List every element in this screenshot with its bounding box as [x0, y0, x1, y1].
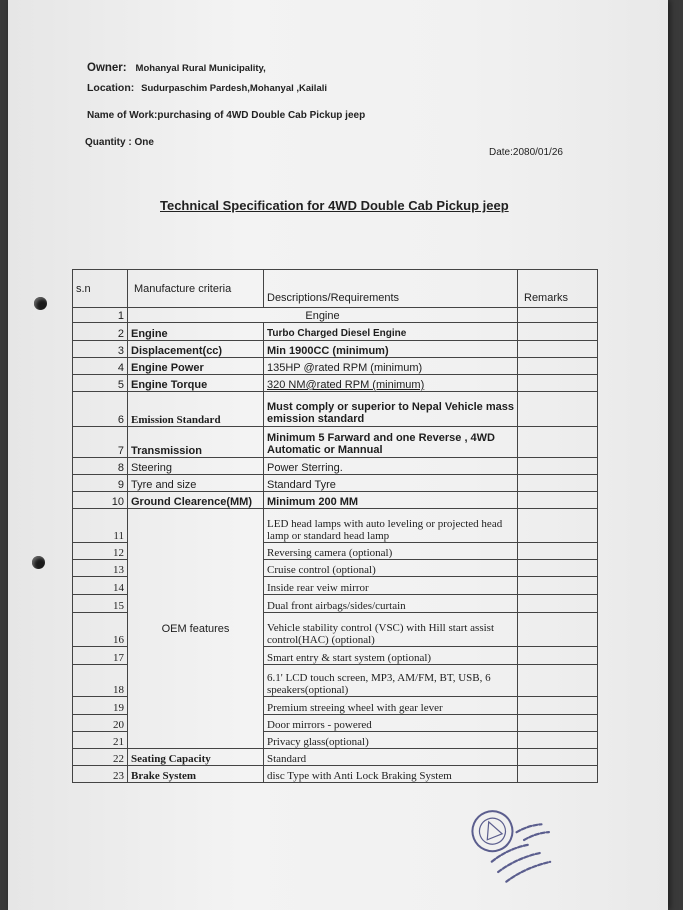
sn-cell: 21 [73, 732, 128, 749]
date-value: 2080/01/26 [512, 147, 563, 158]
owner-line [87, 62, 266, 74]
description-cell: 6.1' LCD touch screen, MP3, AM/FM, BT, USB, 6 speakers(optional) [264, 665, 518, 697]
sn-cell: 22 [73, 749, 128, 766]
oem-features-cell: OEM features [128, 509, 264, 749]
remarks-cell [518, 392, 598, 427]
punch-hole [34, 297, 47, 310]
sn-cell: 19 [73, 697, 128, 715]
remarks-cell [518, 613, 598, 647]
table-row [73, 392, 598, 427]
remarks-cell [518, 697, 598, 715]
criteria-cell: Tyre and size [128, 475, 264, 492]
remarks-cell [518, 341, 598, 358]
remarks-cell [518, 577, 598, 595]
municipality-stamp [470, 790, 580, 900]
table-header-row [73, 270, 598, 308]
sn-cell: 3 [73, 341, 128, 358]
table-row [73, 509, 598, 543]
sn-cell: 18 [73, 665, 128, 697]
table-row [73, 427, 598, 458]
remarks-cell [518, 358, 598, 375]
description-cell: Turbo Charged Diesel Engine [264, 323, 518, 341]
header-description: Descriptions/Requirements [264, 270, 518, 308]
description-cell: Reversing camera (optional) [264, 543, 518, 560]
quantity-label: Quantity : [85, 137, 132, 148]
table-row [73, 375, 598, 392]
engine-section-cell: Engine [128, 308, 518, 323]
table-row [73, 475, 598, 492]
work-label: Name of Work: [87, 110, 158, 121]
criteria-cell: Brake System [128, 766, 264, 783]
table-row [73, 458, 598, 475]
quantity-line [85, 137, 154, 148]
sn-cell: 13 [73, 560, 128, 577]
criteria-cell: Engine [128, 323, 264, 341]
remarks-cell [518, 560, 598, 577]
description-cell: disc Type with Anti Lock Braking System [264, 766, 518, 783]
description-cell: Smart entry & start system (optional) [264, 647, 518, 665]
remarks-cell [518, 766, 598, 783]
criteria-cell: Steering [128, 458, 264, 475]
remarks-cell [518, 427, 598, 458]
header-criteria: Manufacture criteria [128, 270, 264, 308]
description-cell: Standard [264, 749, 518, 766]
remarks-cell [518, 323, 598, 341]
header-remarks: Remarks [518, 270, 598, 308]
description-cell: Inside rear veiw mirror [264, 577, 518, 595]
table-row [73, 749, 598, 766]
criteria-cell: Displacement(cc) [128, 341, 264, 358]
description-cell: 320 NM@rated RPM (minimum) [264, 375, 518, 392]
sn-cell: 16 [73, 613, 128, 647]
work-value: purchasing of 4WD Double Cab Pickup jeep [157, 110, 366, 121]
sn-cell: 11 [73, 509, 128, 543]
remarks-cell [518, 543, 598, 560]
table-row [73, 323, 598, 341]
remarks-cell [518, 647, 598, 665]
description-cell: Vehicle stability control (VSC) with Hill start assist control(HAC) (optional) [264, 613, 518, 647]
punch-hole [32, 556, 45, 569]
remarks-cell [518, 732, 598, 749]
sn-cell: 1 [73, 308, 128, 323]
table-row [73, 766, 598, 783]
sn-cell: 4 [73, 358, 128, 375]
table-row [73, 341, 598, 358]
description-cell: Min 1900CC (minimum) [264, 341, 518, 358]
specification-table [72, 269, 598, 783]
description-cell: Minimum 200 MM [264, 492, 518, 509]
remarks-cell [518, 595, 598, 613]
remarks-cell [518, 665, 598, 697]
description-cell: Standard Tyre [264, 475, 518, 492]
date-label: Date: [489, 147, 513, 158]
criteria-cell: Engine Torque [128, 375, 264, 392]
remarks-cell [518, 715, 598, 732]
quantity-value: One [134, 137, 154, 148]
sn-cell: 14 [73, 577, 128, 595]
date-line [489, 147, 563, 158]
description-cell: Power Sterring. [264, 458, 518, 475]
table-row [73, 492, 598, 509]
remarks-cell [518, 308, 598, 323]
sn-cell: 15 [73, 595, 128, 613]
sn-cell: 20 [73, 715, 128, 732]
table-row [73, 358, 598, 375]
sn-cell: 9 [73, 475, 128, 492]
description-cell: Premium streeing wheel with gear lever [264, 697, 518, 715]
criteria-cell: Engine Power [128, 358, 264, 375]
owner-label: Owner: [87, 62, 127, 74]
sn-cell: 5 [73, 375, 128, 392]
remarks-cell [518, 375, 598, 392]
location-line [87, 82, 327, 94]
header-sn: s.n [73, 270, 128, 308]
description-cell: Minimum 5 Farward and one Reverse , 4WD Automatic or Mannual [264, 427, 518, 458]
sn-cell: 6 [73, 392, 128, 427]
work-line [87, 110, 365, 121]
criteria-cell: Emission Standard [128, 392, 264, 427]
criteria-cell: Transmission [128, 427, 264, 458]
sn-cell: 12 [73, 543, 128, 560]
remarks-cell [518, 749, 598, 766]
description-cell: LED head lamps with auto leveling or projected head lamp or standard head lamp [264, 509, 518, 543]
owner-value: Mohanyal Rural Municipality, [135, 63, 266, 74]
sn-cell: 10 [73, 492, 128, 509]
criteria-cell: Ground Clearence(MM) [128, 492, 264, 509]
table-row [73, 308, 598, 323]
remarks-cell [518, 475, 598, 492]
sn-cell: 23 [73, 766, 128, 783]
remarks-cell [518, 509, 598, 543]
remarks-cell [518, 492, 598, 509]
description-cell: 135HP @rated RPM (minimum) [264, 358, 518, 375]
location-value: Sudurpaschim Pardesh,Mohanyal ,Kailali [141, 83, 328, 94]
location-label: Location: [87, 82, 135, 94]
description-cell: Cruise control (optional) [264, 560, 518, 577]
sn-cell: 8 [73, 458, 128, 475]
sn-cell: 17 [73, 647, 128, 665]
sn-cell: 7 [73, 427, 128, 458]
document-title: Technical Specification for 4WD Double Cab Pickup jeep [160, 198, 509, 213]
description-cell: Must comply or superior to Nepal Vehicle mass emission standard [264, 392, 518, 427]
description-cell: Dual front airbags/sides/curtain [264, 595, 518, 613]
stamp-seal [470, 793, 560, 887]
remarks-cell [518, 458, 598, 475]
description-cell: Privacy glass(optional) [264, 732, 518, 749]
description-cell: Door mirrors - powered [264, 715, 518, 732]
sn-cell: 2 [73, 323, 128, 341]
criteria-cell: Seating Capacity [128, 749, 264, 766]
